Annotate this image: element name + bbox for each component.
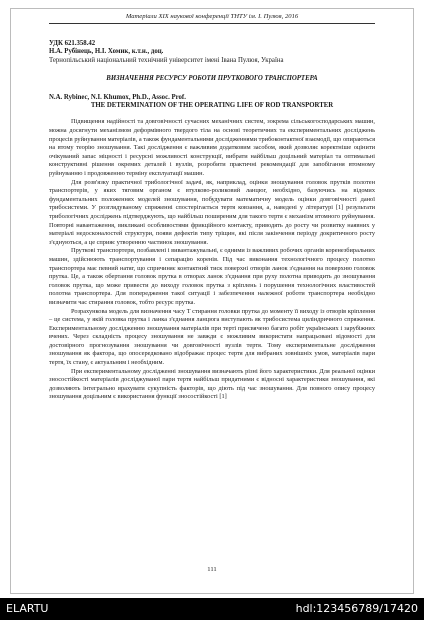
page-content bbox=[49, 12, 375, 402]
body-paragraph: Пруткові транспортери, позбавлені і вивантажувальні, є одними із важливих робочих органів коренезбиральних машин, здійснюють транспортування і сепарацію коренів. Під час виконання технологічного процесу полотно транспортера має певний натяг, що спричиняє контактний тиск поверхні отворів ланок з'єднання на поверхню головок прутка. Це, а також обертання головок прутка в отворах ланок з'єднання при руху полотна приводить до зношування головок прутка, що може привести до виходу головок прутка з кріплень і порушення технологічних властивостей полотна транспортера. Для попередження такої ситуації і забезпечення належної роботи транспортера необхідно визначити час стирання головок, тобто ресурс прутка. bbox=[49, 247, 375, 306]
title-ukrainian: ВИЗНАЧЕННЯ РЕСУРСУ РОБОТИ ПРУТКОВОГО ТРАНСПОРТЕРА bbox=[106, 75, 318, 83]
udk-code: УДК 621.358.42 bbox=[49, 40, 96, 47]
body-paragraph: Для розв'язку практичної трибологічної задачі, як, наприклад, оцінки зношування головок прутків полотен транспортерів, у яких тяговим органом є втулково-роликовий ланцюг, необхідно, базуючись на відомих фундаментальних положеннях моделей зношування, побудувати математичну модель оцінки довговічності даної трибосистеми. У розглядуваному спряженні спостерігається тертя ковзання, а, наведені у літературі [1] результати трибологічних досліджень підтверджують, що найбільш поширеним для такого тертя є механізм втомного руйнування. Повторні навантаження, викликані особливостями фрикційного контакту, приводять до росту чи розвитку наявних у матеріалі недосконалостей структури, появи дефектів типу тріщин, які після закінчення періоду докритичного росту з'єднуються, а це сприяє утворенню частинок зношування. bbox=[49, 178, 375, 246]
repository-footer bbox=[0, 598, 424, 620]
authors-ukrainian: Н.А. Рубінець, Н.І. Хомик, к.т.н., доц. bbox=[49, 48, 164, 56]
running-header: Матеріали ХІХ наукової конференції ТНТУ ім. І. Пулюя, 2016 bbox=[49, 12, 375, 24]
handle-id: hdl:123456789/17420 bbox=[295, 602, 418, 615]
title-english: THE DETERMINATION OF THE OPERATING LIFE OF ROD TRANSPORTER bbox=[90, 102, 334, 110]
authors-english: N.A. Rybinec, N.I. Khumox, Ph.D., Assoc. Prof. bbox=[49, 93, 186, 101]
body-paragraph: При експериментальному дослідженні зношування визначають різні його характеристики. Для реальної оцінки зносостійкості матеріалів досліджуваної пари тертя найбільш придатними є відносні характеристики зношування, які дозволяють інтегрально врахувати сукупність факторів, що діють під час зношування. Для повного опису процесу зношування доцільним є використання функції зносостійкості [1] bbox=[49, 367, 375, 401]
body-paragraph: Розрахункова модель для визначення часу T стирання головки прутка до моменту її виходу із отворів кріплення – це система, у якій головка прутка і ланка з'єднання ланцюга виступають як трибосистема циліндричного спряження. Експериментальному дослідженню зношування матеріалів при терті присвячено багато робіт українських і зарубіжних вчених. Через складність процесу зношування не завжди є можливим використати напрацьовані відомості для достовірного прогнозування зношування чи довговічності вузлів тертя. Тому експериментальне дослідження зношування як фактора, що опосередковано відображає процес тертя для вибраних зовнішніх умов, матеріалів пари тертя, їх стану, є актуальним і необхідним. bbox=[49, 307, 375, 367]
repository-name: ELARTU bbox=[6, 602, 49, 615]
affiliation: Тернопільський національний технічний університет імені Івана Пулюя, Україна bbox=[49, 56, 284, 64]
body-paragraph: Підвищення надійності та довговічності сучасних механічних систем, зокрема сільськогосподарських машин, можна досягнути механізмом деформівного твердого тіла на основі теоретичних та експериментальних досліджень процесів руйнування матеріалів, а також фундаментальними дослідженнями трибоконтактної взаємодії, що опираються на втому теорію зношування. Такі дослідження є важливим додатковим засобом, який дозволяє коректніше оцінити очікуваний запас міцності і ресурсні можливості конструкції, вибрати найбільш доцільний матеріал та оптимальні конструктивні рішення окремих деталей і вузлів, розробити практичні рекомендації для запобігання втомному руйнуванню і продовженню терміну експлуатації машин. bbox=[49, 118, 375, 177]
page-number: 111 bbox=[207, 566, 217, 573]
